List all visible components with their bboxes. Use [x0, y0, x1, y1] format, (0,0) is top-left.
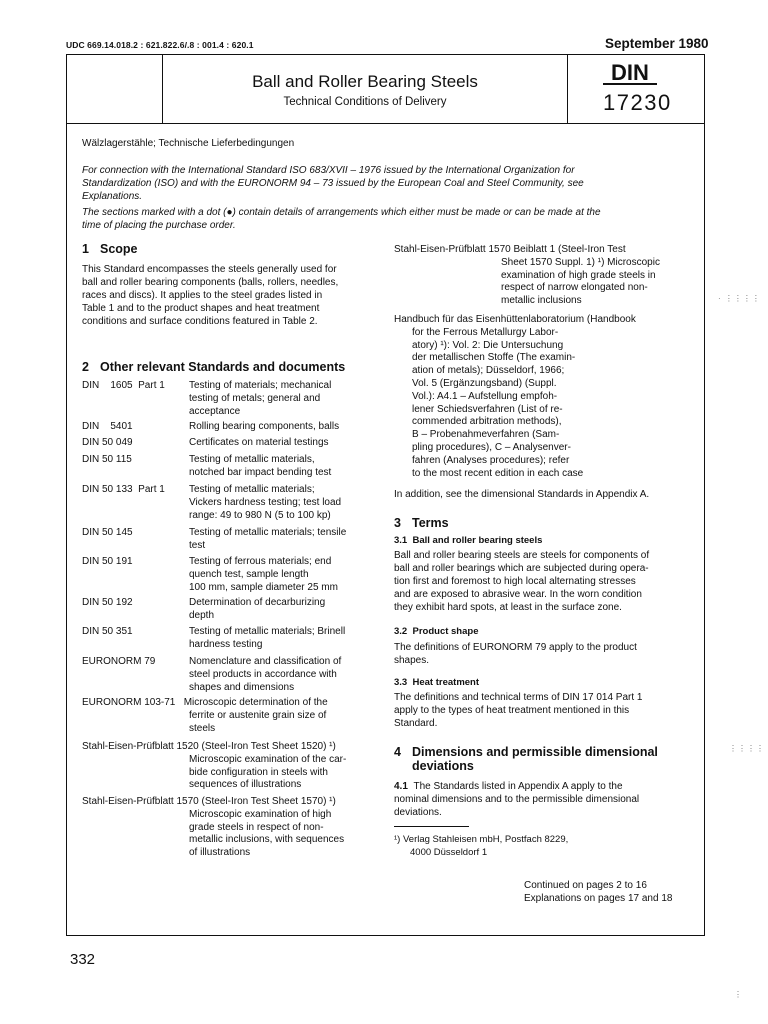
din-number: 17230: [603, 90, 672, 115]
section-3-1-text: Ball and roller bearing steels are steels for components of ball and roller bearings which are subjected during opera- tion first and foremost to high local alternating stresses and are exposed to abrasive wear. In the worn condition they exhibit hard spots, at least in the surface zone.: [394, 550, 650, 613]
section-4-heading: 4 Dimensions and permissible dimensional deviations: [394, 745, 658, 773]
ref-sep-1570: Stahl-Eisen-Prüfblatt 1570 (Steel-Iron Test Sheet 1570) ¹) Microscopic examination of high grade steels in respect of non- metallic inclusions, with sequences of illustrations: [82, 796, 345, 859]
publication-date: September 1980: [605, 36, 709, 51]
scope-text: This Standard encompasses the steels generally used for ball and roller bearing components (balls, rollers, needles, races and discs). It applies to the steel grades listed in Table 1 and to the product shapes and heat treatment conditions and surface conditions featured in Table 2.: [82, 264, 339, 327]
section-3-2-heading: 3.2 Product shape: [394, 626, 479, 637]
section-1-heading: 1 Scope: [82, 242, 138, 256]
section-3-1-heading: 3.1 Ball and roller bearing steels: [394, 535, 543, 546]
ref-handbuch: Handbuch für das Eisenhüttenlaboratorium (Handbook for the Ferrous Metallurgy Labor- atory) ¹): Vol. 2: Die Untersuchung der metallischen Stoffe (The examin- ation of metals); Düsseldorf, 1966; Vol. 5 (Ergänzungsband) (Suppl. Vol.): A4.1 – Aufstellung empfoh- lener Schiedsverfahren (List of re- commended arbitration methods), B – Probenahmeverfahren (Sam- pling procedures), C – Analysenver- fahren (Analyses procedures); refer to the most recent edition in each case: [394, 314, 636, 479]
section-3-3-text: The definitions and technical terms of DIN 17 014 Part 1 apply to the types of heat treatment mentioned in this Standard.: [394, 692, 643, 729]
german-title: Wälzlagerstähle; Technische Lieferbedingungen: [82, 138, 295, 149]
section-2-heading: 2 Other relevant Standards and documents: [82, 360, 346, 374]
ref-sep-1570-beiblatt: Stahl-Eisen-Prüfblatt 1570 Beiblatt 1 (Steel-Iron Test Sheet 1570 Suppl. 1) ¹) Microscopic examination of high grade steels in respect of narrow elongated non- metallic inclusions: [394, 244, 660, 307]
udc-code: UDC 669.14.018.2 : 621.822.6/.8 : 001.4 : 620.1: [66, 40, 254, 50]
document-subtitle: Technical Conditions of Delivery: [283, 96, 447, 108]
ref-euronorm-103: EURONORM 103-71 Microscopic determination of the ferrite or austenite grain size of steels: [82, 697, 328, 734]
scan-artifact: · ⋮⋮⋮⋮: [718, 294, 761, 303]
ref-sep-1520: Stahl-Eisen-Prüfblatt 1520 (Steel-Iron Test Sheet 1520) ¹) Microscopic examination of the car- bide configuration in steels with sequences of illustrations: [82, 741, 347, 791]
scan-artifact: ⋮: [734, 990, 743, 999]
connection-note: For connection with the International Standard ISO 683/XVII – 1976 issued by the International Organization for Standardization (ISO) and with the EURONORM 94 – 73 issued by the European Coal and Steel Community, see Explanations.: [82, 165, 584, 202]
section-3-2-text: The definitions of EURONORM 79 apply to the product shapes.: [394, 642, 637, 666]
section-4-1-text: 4.1 The Standards listed in Appendix A apply to the nominal dimensions and to the permissible dimensional deviations.: [394, 781, 640, 818]
appendix-note: In addition, see the dimensional Standards in Appendix A.: [394, 489, 650, 500]
scan-artifact: ⋮⋮⋮⋮: [729, 744, 765, 753]
document-title: Ball and Roller Bearing Steels: [252, 72, 478, 91]
dot-note: The sections marked with a dot (●) contain details of arrangements which either must be made or can be made at the time of placing the purchase order.: [82, 207, 601, 231]
header-right-divider: [567, 54, 568, 124]
continued-note: Continued on pages 2 to 16 Explanations on pages 17 and 18: [524, 880, 673, 904]
section-3-heading: 3 Terms: [394, 516, 449, 530]
footnote-rule: [394, 826, 469, 827]
footnote: ¹) Verlag Stahleisen mbH, Postfach 8229, 4000 Düsseldorf 1: [394, 834, 569, 858]
din-logo: DIN: [603, 63, 657, 85]
page-number: 332: [70, 951, 96, 968]
section-3-3-heading: 3.3 Heat treatment: [394, 677, 480, 688]
